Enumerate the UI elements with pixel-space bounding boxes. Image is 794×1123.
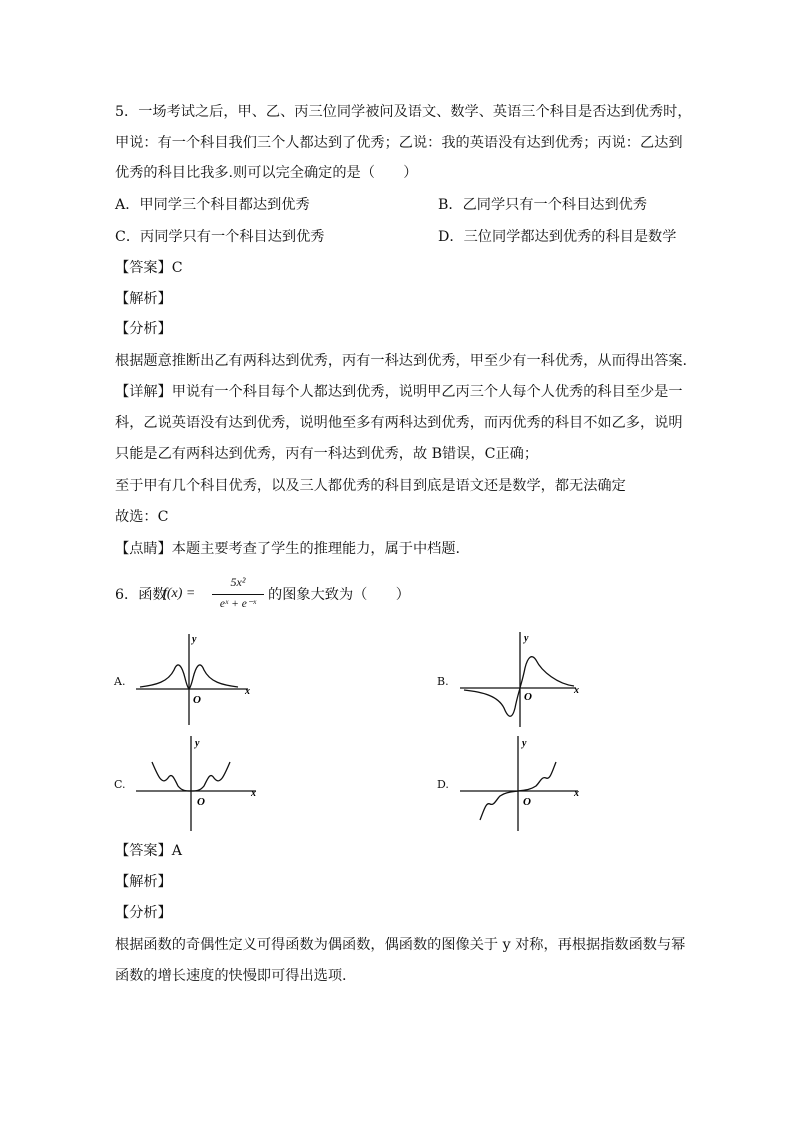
q5-option-d: D．三位同学都达到优秀的科目是数学 (438, 229, 677, 245)
q6-analysis-line-1: 根据函数的奇偶性定义可得函数为偶函数，偶函数的图像关于 y 对称，再根据指数函数与幂 (115, 937, 686, 953)
q5-option-b: B．乙同学只有一个科目达到优秀 (438, 197, 648, 213)
q6-analysis-line-2: 函数的增长速度的快慢即可得出选项. (115, 968, 347, 984)
q6-option-c-label: C. (114, 778, 126, 791)
q6-suffix: 的图象大致为（ ） (268, 587, 410, 603)
graph-a-origin-label: O (193, 694, 201, 706)
graph-d-y-label: y (522, 738, 527, 749)
q5-detail-line-2: 科，乙说英语没有达到优秀，说明他至多有两科达到优秀，而丙优秀的科目不如乙多，说明 (115, 415, 683, 431)
graph-d-origin-label: O (523, 796, 531, 808)
q6-function-name: f(x) = (163, 586, 196, 601)
q6-option-b-label: B. (437, 675, 449, 688)
q5-line-1: 5．一场考试之后，甲、乙、丙三位同学被问及语文、数学、英语三个科目是否达到优秀时， (115, 104, 692, 120)
q5-fenxi-heading: 【分析】 (115, 321, 172, 337)
q5-option-c: C．丙同学只有一个科目达到优秀 (115, 229, 325, 245)
q5-note: 【点睛】本题主要考查了学生的推理能力，属于中档题. (115, 541, 461, 557)
q5-analysis: 根据题意推断出乙有两科达到优秀，丙有一科达到优秀，甲至少有一科优秀，从而得出答案. (115, 353, 688, 369)
graph-d (458, 734, 583, 834)
graph-d-x-label: x (574, 788, 579, 799)
q5-detail-line-1: 【详解】甲说有一个科目每个人都达到优秀，说明甲乙丙三个人每个人优秀的科目至少是一 (115, 384, 683, 400)
graph-b-origin-label: O (524, 691, 532, 703)
graph-c (134, 734, 259, 834)
graph-c-x-label: x (251, 788, 256, 799)
q5-line-2: 甲说：有一个科目我们三个人都达到了优秀；乙说：我的英语没有达到优秀；丙说：乙达到 (115, 135, 683, 151)
q5-detail-line-3: 只能是乙有两科达到优秀，丙有一科达到优秀，故 B错误，C正确； (115, 446, 539, 462)
q5-jiexi-heading: 【解析】 (115, 291, 172, 307)
q6-numerator: 5x² (230, 575, 246, 589)
graph-c-origin-label: O (197, 796, 205, 808)
q6-answer: 【答案】A (115, 843, 182, 859)
q6-prefix: 6．函数 (115, 587, 167, 603)
graph-c-y-label: y (195, 738, 200, 749)
graph-b-curve (464, 657, 574, 717)
q6-denominator: eˣ + e⁻ˣ (219, 598, 257, 610)
graph-a (136, 632, 256, 727)
q6-option-d-label: D. (437, 778, 449, 791)
q5-line-3: 优秀的科目比我多.则可以完全确定的是（ ） (115, 165, 418, 181)
q5-option-a: A．甲同学三个科目都达到优秀 (115, 197, 310, 213)
q5-detail-line-4: 至于甲有几个科目优秀，以及三人都优秀的科目到底是语文还是数学，都无法确定 (115, 478, 626, 494)
graph-a-x-label: x (245, 686, 250, 697)
q5-choose: 故选：C (115, 509, 169, 525)
q5-answer: 【答案】C (115, 260, 183, 276)
graph-a-y-label: y (192, 634, 197, 645)
q6-fenxi-heading: 【分析】 (115, 905, 172, 921)
graph-b (458, 630, 583, 730)
q6-option-a-label: A. (114, 675, 126, 688)
q6-fraction-bar (212, 594, 264, 595)
graph-b-y-label: y (524, 633, 529, 644)
graph-b-x-label: x (574, 685, 579, 696)
q6-jiexi-heading: 【解析】 (115, 874, 172, 890)
